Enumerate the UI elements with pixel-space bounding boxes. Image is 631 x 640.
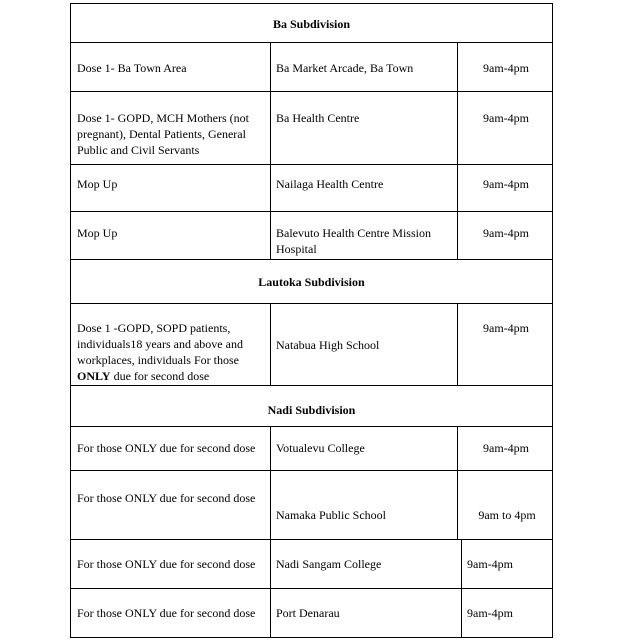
dose-cell: Dose 1- GOPD, MCH Mothers (not pregnant), Dental Patients, General Public and Civil Servants: [77, 111, 249, 157]
table-border: [70, 637, 553, 638]
dose-cell: Dose 1- Ba Town Area: [77, 61, 187, 75]
column-divider: [270, 426, 271, 637]
section-title: Lautoka Subdivision: [258, 275, 365, 289]
table-border: [70, 259, 553, 260]
table-border: [70, 470, 553, 471]
table-border: [70, 303, 553, 304]
column-divider: [457, 426, 458, 539]
table-border: [70, 91, 553, 92]
table-border: [70, 42, 553, 43]
venue-cell: Ba Health Centre: [276, 111, 360, 125]
time-cell: 9am-4pm: [467, 557, 513, 571]
venue-cell: Namaka Public School: [276, 508, 386, 522]
table-border: [70, 426, 553, 427]
venue-cell: Natabua High School: [276, 338, 380, 352]
column-divider: [270, 303, 271, 385]
venue-cell: Nailaga Health Centre: [276, 177, 384, 191]
dose-cell: For those ONLY due for second dose: [77, 441, 256, 455]
table-border: [70, 588, 553, 589]
table-border: [70, 385, 553, 386]
time-cell: 9am-4pm: [483, 321, 529, 335]
table-border: [70, 539, 553, 540]
venue-cell: Balevuto Health Centre Mission Hospital: [276, 226, 431, 256]
dose-cell: For those ONLY due for second dose: [77, 491, 256, 505]
dose-cell: For those ONLY due for second dose: [77, 557, 256, 571]
time-cell: 9am-4pm: [483, 111, 529, 125]
column-divider: [270, 42, 271, 259]
dose-cell: For those ONLY due for second dose: [77, 606, 256, 620]
section-title: Nadi Subdivision: [267, 403, 356, 417]
table-border: [552, 3, 553, 638]
dose-cell: Mop Up: [77, 226, 118, 240]
dose-emphasis: ONLY: [77, 369, 111, 383]
venue-cell: Ba Market Arcade, Ba Town: [276, 61, 414, 75]
dose-text: due for second dose: [113, 369, 210, 383]
dose-cell: Mop Up: [77, 177, 118, 191]
venue-cell: Votualevu College: [276, 441, 365, 455]
time-cell: 9am-4pm: [483, 226, 529, 240]
time-cell: 9am-4pm: [483, 177, 529, 191]
time-cell: 9am to 4pm: [478, 508, 536, 522]
venue-cell: Port Denarau: [276, 606, 340, 620]
time-cell: 9am-4pm: [467, 606, 513, 620]
dose-text: Dose 1 -GOPD, SOPD patients, individuals18 years and above and workplaces, individuals For those: [77, 321, 243, 367]
time-cell: 9am-4pm: [483, 61, 529, 75]
table-border: [70, 3, 553, 4]
section-title: Ba Subdivision: [272, 17, 351, 31]
column-divider: [461, 539, 462, 637]
table-border: [70, 211, 553, 212]
column-divider: [457, 42, 458, 259]
column-divider: [457, 303, 458, 385]
venue-cell: Nadi Sangam College: [276, 557, 382, 571]
table-border: [70, 3, 71, 638]
dose-cell: [77, 320, 267, 384]
time-cell: 9am-4pm: [483, 441, 529, 455]
table-border: [70, 164, 553, 165]
